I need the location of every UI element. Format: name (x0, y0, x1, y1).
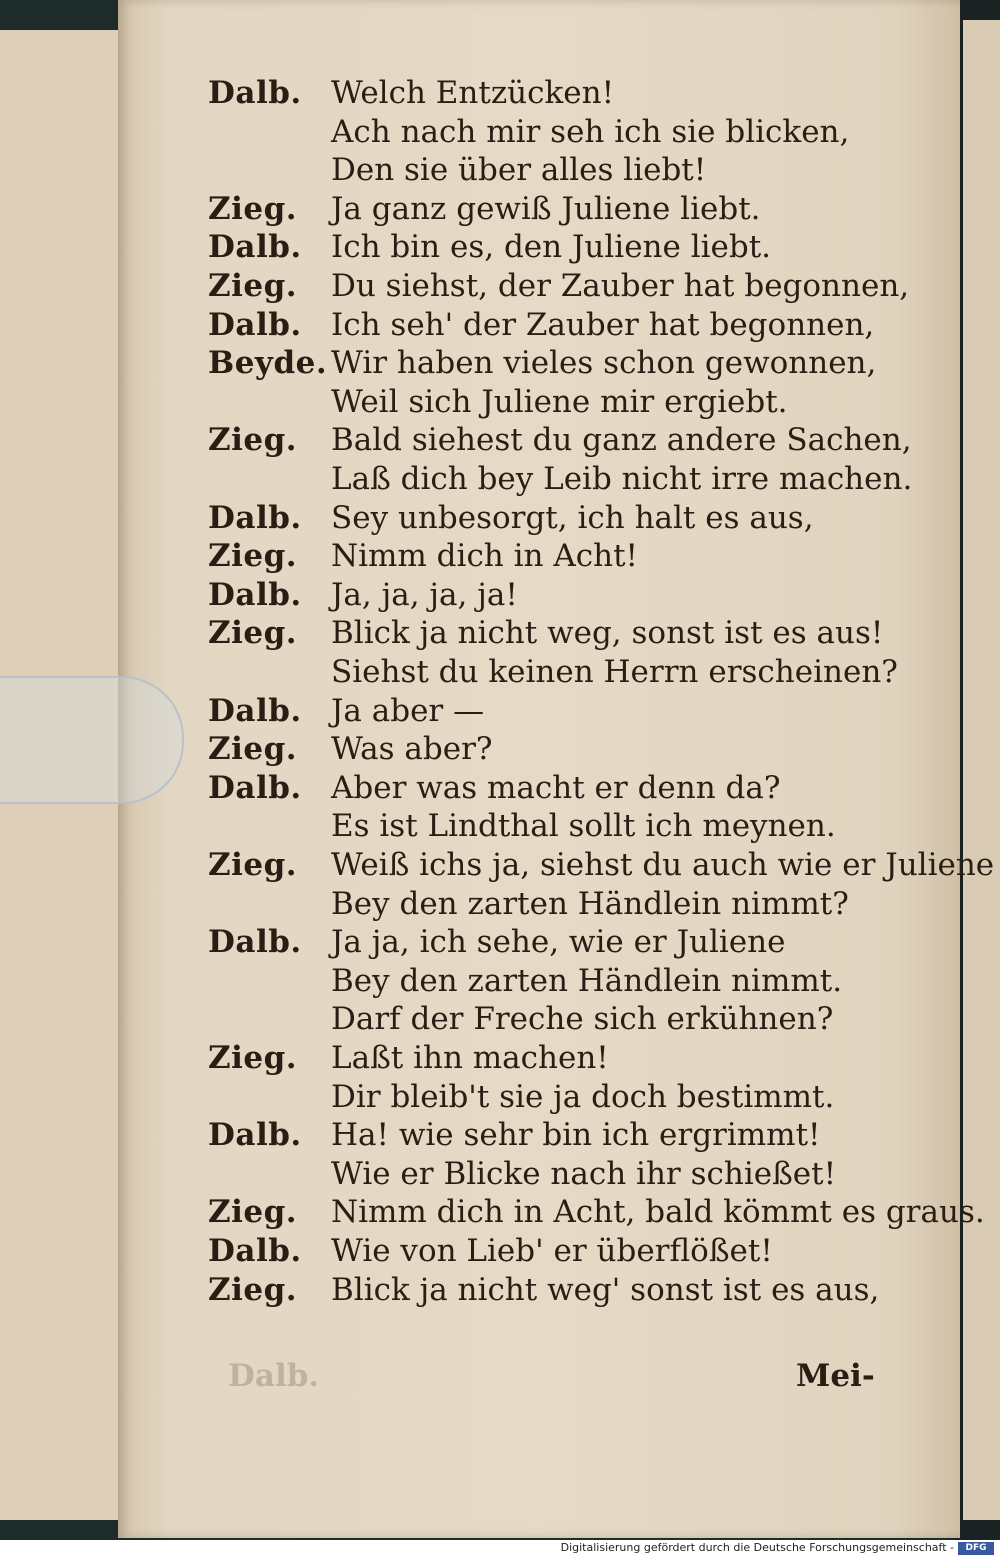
line-text: Laß dich bey Leib nicht irre machen. (331, 461, 913, 497)
line-text: Bald siehest du ganz andere Sachen, (331, 422, 912, 459)
speaker-name: Zieg. (208, 847, 298, 883)
dialogue-line (118, 1194, 985, 1232)
dialogue-line (118, 1272, 960, 1310)
speaker-name: Dalb. (208, 576, 302, 613)
speaker-name: Zieg. (208, 268, 298, 304)
line-text: Blick ja nicht weg' sonst ist es aus, (331, 1271, 880, 1308)
dialogue-line (118, 731, 960, 769)
speaker-name: Zieg. (208, 190, 298, 227)
speaker-name: Dalb. (208, 1233, 302, 1269)
dialogue-line (118, 191, 960, 229)
dialogue-line (118, 461, 960, 499)
line-text: Den sie über alles liebt! (331, 152, 707, 189)
footer-bar (0, 1540, 1000, 1558)
speaker-name: Dalb. (208, 229, 302, 266)
line-text: Laßt ihn machen! (331, 1040, 609, 1076)
book-page (118, 0, 995, 1538)
line-text: Welch Entzücken! (331, 75, 615, 111)
dialogue-line (118, 577, 960, 615)
dialogue-line (118, 307, 960, 345)
dialogue-line (118, 500, 960, 538)
next-page-edge (963, 20, 1000, 1520)
dialogue-line (118, 924, 960, 962)
line-text: Es ist Lindthal sollt ich meynen. (331, 808, 836, 845)
line-text: Du siehst, der Zauber hat begonnen, (331, 268, 910, 304)
line-text: Wie von Lieb' er überflößet! (331, 1233, 773, 1269)
dialogue-line (118, 114, 960, 152)
dialogue-line (118, 654, 960, 692)
line-text: Ja aber — (331, 692, 485, 729)
speaker-name: Zieg. (208, 538, 298, 575)
dialogue-line (118, 693, 960, 731)
dialogue-line (118, 1040, 960, 1078)
funding-credit: Digitalisierung gefördert durch die Deutsche Forschungsgemeinschaft - (560, 1541, 954, 1554)
dialogue-line (118, 422, 960, 460)
dialogue-line (118, 75, 960, 113)
speaker-name: Zieg. (208, 615, 298, 652)
line-text: Nimm dich in Acht, bald kömmt es graus. (331, 1194, 985, 1231)
dialogue-line (118, 538, 960, 576)
speaker-name: Dalb. (208, 306, 302, 343)
dialogue-line (118, 770, 960, 808)
line-text: Ach nach mir seh ich sie blicken, (331, 113, 850, 150)
line-text: Aber was macht er denn da? (331, 769, 781, 806)
dialogue-line (118, 345, 960, 383)
dialogue-line (118, 384, 960, 422)
line-text: Sey unbesorgt, ich halt es aus, (331, 499, 814, 536)
dialogue-line (118, 1156, 960, 1194)
line-text: Dir bleib't sie ja doch bestimmt. (331, 1078, 835, 1115)
dialogue-line (118, 1117, 960, 1155)
line-text: Ja ja, ich sehe, wie er Juliene (331, 924, 786, 961)
dialogue-line (118, 886, 960, 924)
line-text: Wie er Blicke nach ihr schießet! (331, 1155, 837, 1192)
speaker-name: Zieg. (208, 1194, 298, 1231)
speaker-name: Beyde. (208, 345, 328, 382)
line-text: Was aber? (331, 731, 493, 768)
line-text: Ha! wie sehr bin ich ergrimmt! (331, 1117, 821, 1154)
speaker-name: Dalb. (208, 75, 302, 111)
dialogue-line (118, 152, 960, 190)
dialogue-line (118, 1001, 960, 1039)
speaker-name: Dalb. (208, 499, 302, 536)
line-text: Ich bin es, den Juliene liebt. (331, 229, 772, 266)
speaker-name: Zieg. (208, 422, 298, 459)
line-text: Bey den zarten Händlein nimmt? (331, 885, 849, 922)
dialogue-line (118, 963, 960, 1001)
page-clip (0, 676, 184, 804)
speaker-name: Dalb. (208, 1117, 302, 1154)
line-text: Weil sich Juliene mir ergiebt. (331, 383, 788, 420)
line-text: Nimm dich in Acht! (331, 538, 638, 575)
line-text: Darf der Freche sich erkühnen? (331, 1001, 834, 1038)
dialogue-line (118, 808, 960, 846)
dialogue-line (118, 1233, 960, 1271)
dialogue-line (118, 229, 960, 267)
line-text: Ja ganz gewiß Juliene liebt. (331, 190, 761, 227)
dialogue-line (118, 268, 960, 306)
show-through-speaker: Dalb. (228, 1358, 320, 1394)
dialogue-line (118, 615, 960, 653)
line-text: Blick ja nicht weg, sonst ist es aus! (331, 615, 884, 652)
line-text: Bey den zarten Händlein nimmt. (331, 962, 843, 999)
speaker-name: Dalb. (208, 692, 302, 729)
speaker-name: Zieg. (208, 731, 298, 768)
line-text: Weiß ichs ja, siehst du auch wie er Juliene (331, 847, 995, 883)
speaker-name: Dalb. (208, 769, 302, 806)
line-text: Ich seh' der Zauber hat begonnen, (331, 306, 875, 343)
line-text: Ja, ja, ja, ja! (331, 576, 518, 613)
dfg-logo-icon: DFG (958, 1542, 994, 1555)
speaker-name: Dalb. (208, 924, 302, 961)
speaker-name: Zieg. (208, 1040, 298, 1076)
dialogue-line (118, 1079, 960, 1117)
speaker-name: Zieg. (208, 1271, 298, 1308)
line-text: Wir haben vieles schon gewonnen, (331, 345, 877, 382)
catchword: Mei- (796, 1358, 875, 1394)
line-text: Siehst du keinen Herrn erscheinen? (331, 654, 898, 690)
dialogue-line (118, 847, 995, 885)
